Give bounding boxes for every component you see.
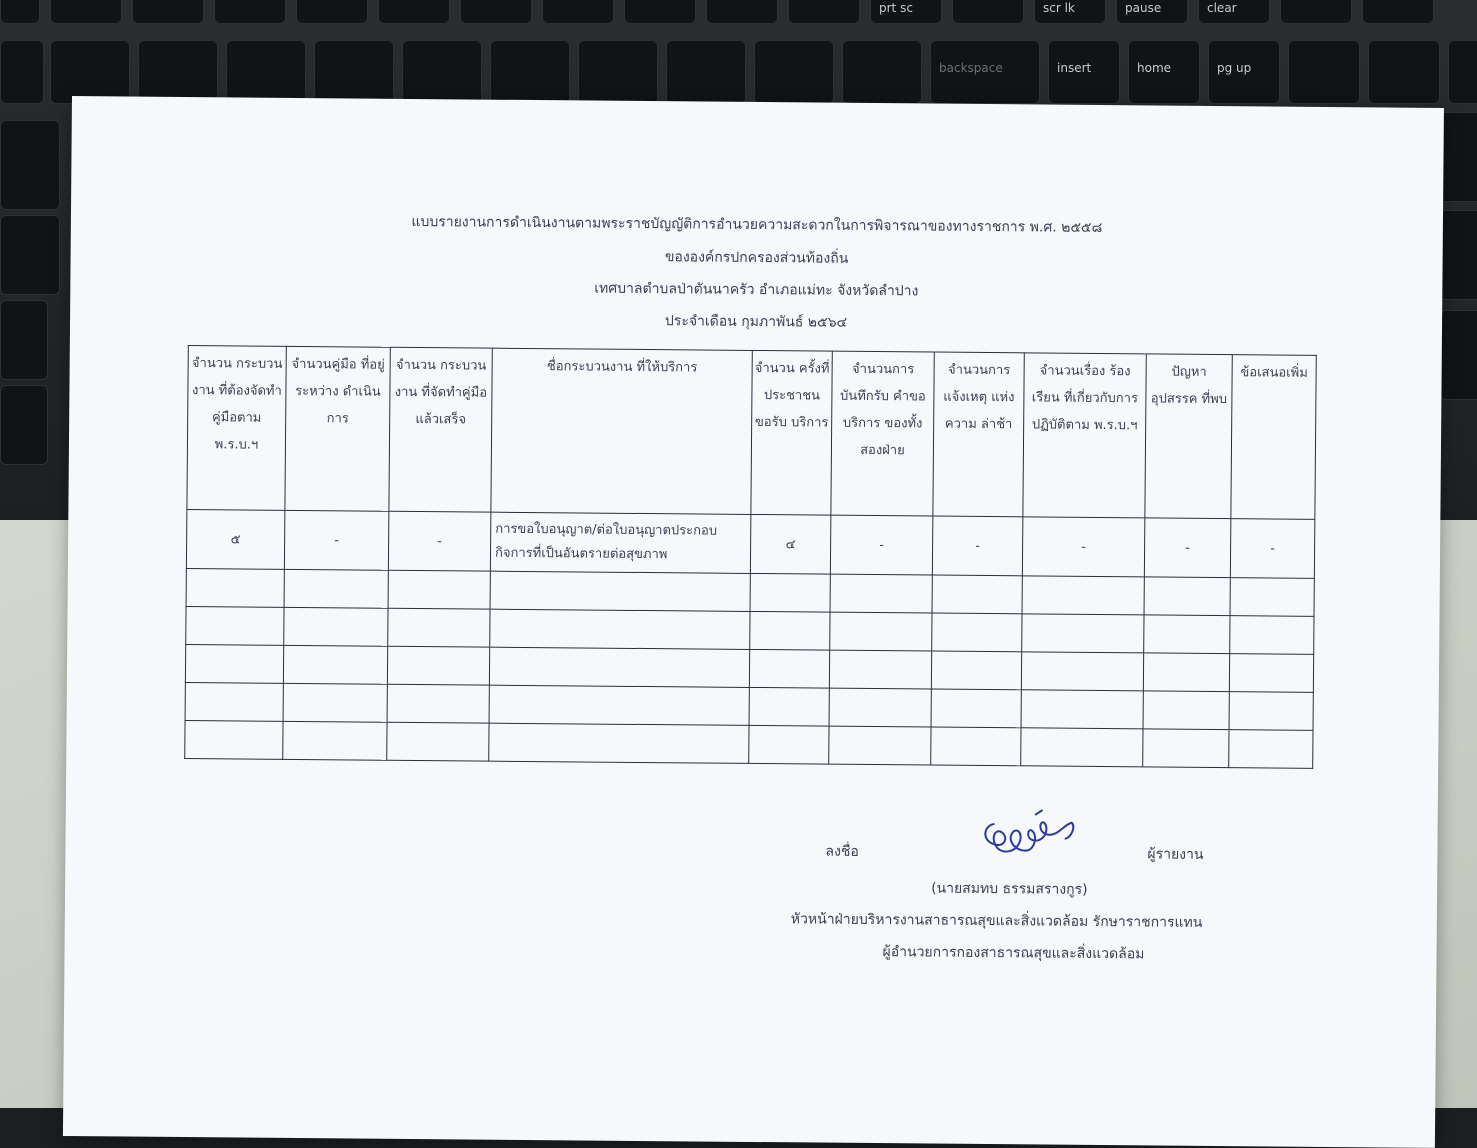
header-cell: จำนวน กระบวนงาน ที่จัดทำคู่มือ แล้วเสร็จ (389, 347, 492, 512)
report-subtitle: ขององค์กรปกครองส่วนท้องถิ่น (664, 249, 849, 267)
table-cell: - (932, 516, 1023, 576)
key (138, 40, 218, 104)
header-cell: ข้อเสนอเพิ่ม (1231, 355, 1316, 520)
table-cell: - (1022, 517, 1145, 577)
key (0, 385, 48, 465)
key (0, 120, 60, 210)
key (1362, 0, 1434, 24)
key (1440, 210, 1477, 300)
key (754, 40, 834, 104)
report-period: ประจำเดือน กุมภาพันธ์ ๒๕๖๔ (664, 313, 848, 331)
key (1288, 40, 1360, 104)
key (952, 0, 1024, 24)
key (842, 40, 922, 104)
key (378, 0, 450, 24)
handwritten-signature (975, 804, 1106, 865)
key (214, 0, 286, 24)
signer-position-1: หัวหน้าฝ่ายบริหารงานสาธารณสุขและสิ่งแวดล้อม รักษาราชการแทน (790, 911, 1203, 931)
key (50, 40, 130, 104)
header-cell: จำนวนคู่มือ ที่อยู่ระหว่าง ดำเนินการ (285, 346, 390, 511)
table-cell: - (284, 510, 389, 570)
table-cell: - (830, 515, 933, 575)
header-cell: ชื่อกระบวนงาน ที่ให้บริการ (491, 348, 752, 514)
table-cell: ๕ (186, 510, 285, 570)
report-organization: เทศบาลตำบลป่าตันนาครัว อำเภอแม่ทะ จังหวัดลำปาง (594, 280, 919, 300)
key (226, 40, 306, 104)
table-cell: ๔ (750, 514, 831, 574)
key (1448, 40, 1477, 104)
signer-name: (นายสมทบ ธรรมสรางกูร) (931, 880, 1088, 898)
key (706, 0, 778, 24)
key-home: home (1128, 40, 1200, 104)
key (460, 0, 532, 24)
report-paper (63, 96, 1444, 1148)
header-cell: จำนวนเรื่อง ร้องเรียน ที่เกี่ยวกับการ ปฏิบัติตาม พ.ร.บ.ฯ (1023, 353, 1146, 518)
key (788, 0, 860, 24)
key (542, 0, 614, 24)
reporter-label: ผู้รายงาน (1147, 846, 1204, 863)
header-cell: ปัญหา อุปสรรค ที่พบ (1145, 354, 1232, 519)
key (666, 40, 746, 104)
key (402, 40, 482, 104)
key (0, 300, 48, 380)
key (0, 0, 40, 24)
key (490, 40, 570, 104)
key (132, 0, 204, 24)
key (1368, 40, 1440, 104)
key-insert: insert (1048, 40, 1120, 104)
table-cell: - (1144, 518, 1231, 578)
key-backspace: backspace (930, 40, 1040, 104)
sign-label: ลงชื่อ (825, 843, 859, 860)
key-prt-sc: prt sc (870, 0, 942, 24)
signer-position-2: ผู้อำนวยการกองสาธารณสุขและสิ่งแวดล้อม (882, 944, 1145, 963)
report-table (184, 345, 1317, 769)
header-cell: จำนวน กระบวนงาน ที่ต้องจัดทำ คู่มือตาม พ.ร.บ.ฯ (187, 346, 286, 511)
key (624, 0, 696, 24)
table-cell: - (1230, 519, 1315, 579)
key (1280, 0, 1352, 24)
key (296, 0, 368, 24)
key (578, 40, 658, 104)
table-header-row (187, 346, 1316, 520)
report-title: แบบรายงานการดำเนินงานตามพระราชบัญญัติการอำนวยความสะดวกในการพิจารณาของทางราชการ พ.ศ. ๒๕๕๘ (411, 213, 1103, 236)
table-row (186, 510, 1314, 579)
key-scr-lk: scr lk (1034, 0, 1106, 24)
key (1440, 310, 1477, 400)
header-cell: จำนวนการ แจ้งเหตุ แห่งความ ล่าช้า (933, 352, 1024, 517)
key (0, 40, 44, 104)
key (0, 215, 60, 295)
key (314, 40, 394, 104)
key-clear: clear (1198, 0, 1270, 24)
table-cell-process-name: การขอใบอนุญาต/ต่อใบอนุญาตประกอบกิจการที่เป็นอันตรายต่อสุขภาพ (490, 512, 751, 573)
key-pg-up: pg up (1208, 40, 1280, 104)
header-cell: จำนวนการ บันทึกรับ คำขอบริการ ของทั้งสองฝ่าย (831, 351, 934, 516)
key (50, 0, 122, 24)
key-pause: pause (1116, 0, 1188, 24)
header-cell: จำนวน ครั้งที่ ประชาชน ขอรับ บริการ (751, 350, 832, 515)
table-cell: - (388, 511, 491, 571)
